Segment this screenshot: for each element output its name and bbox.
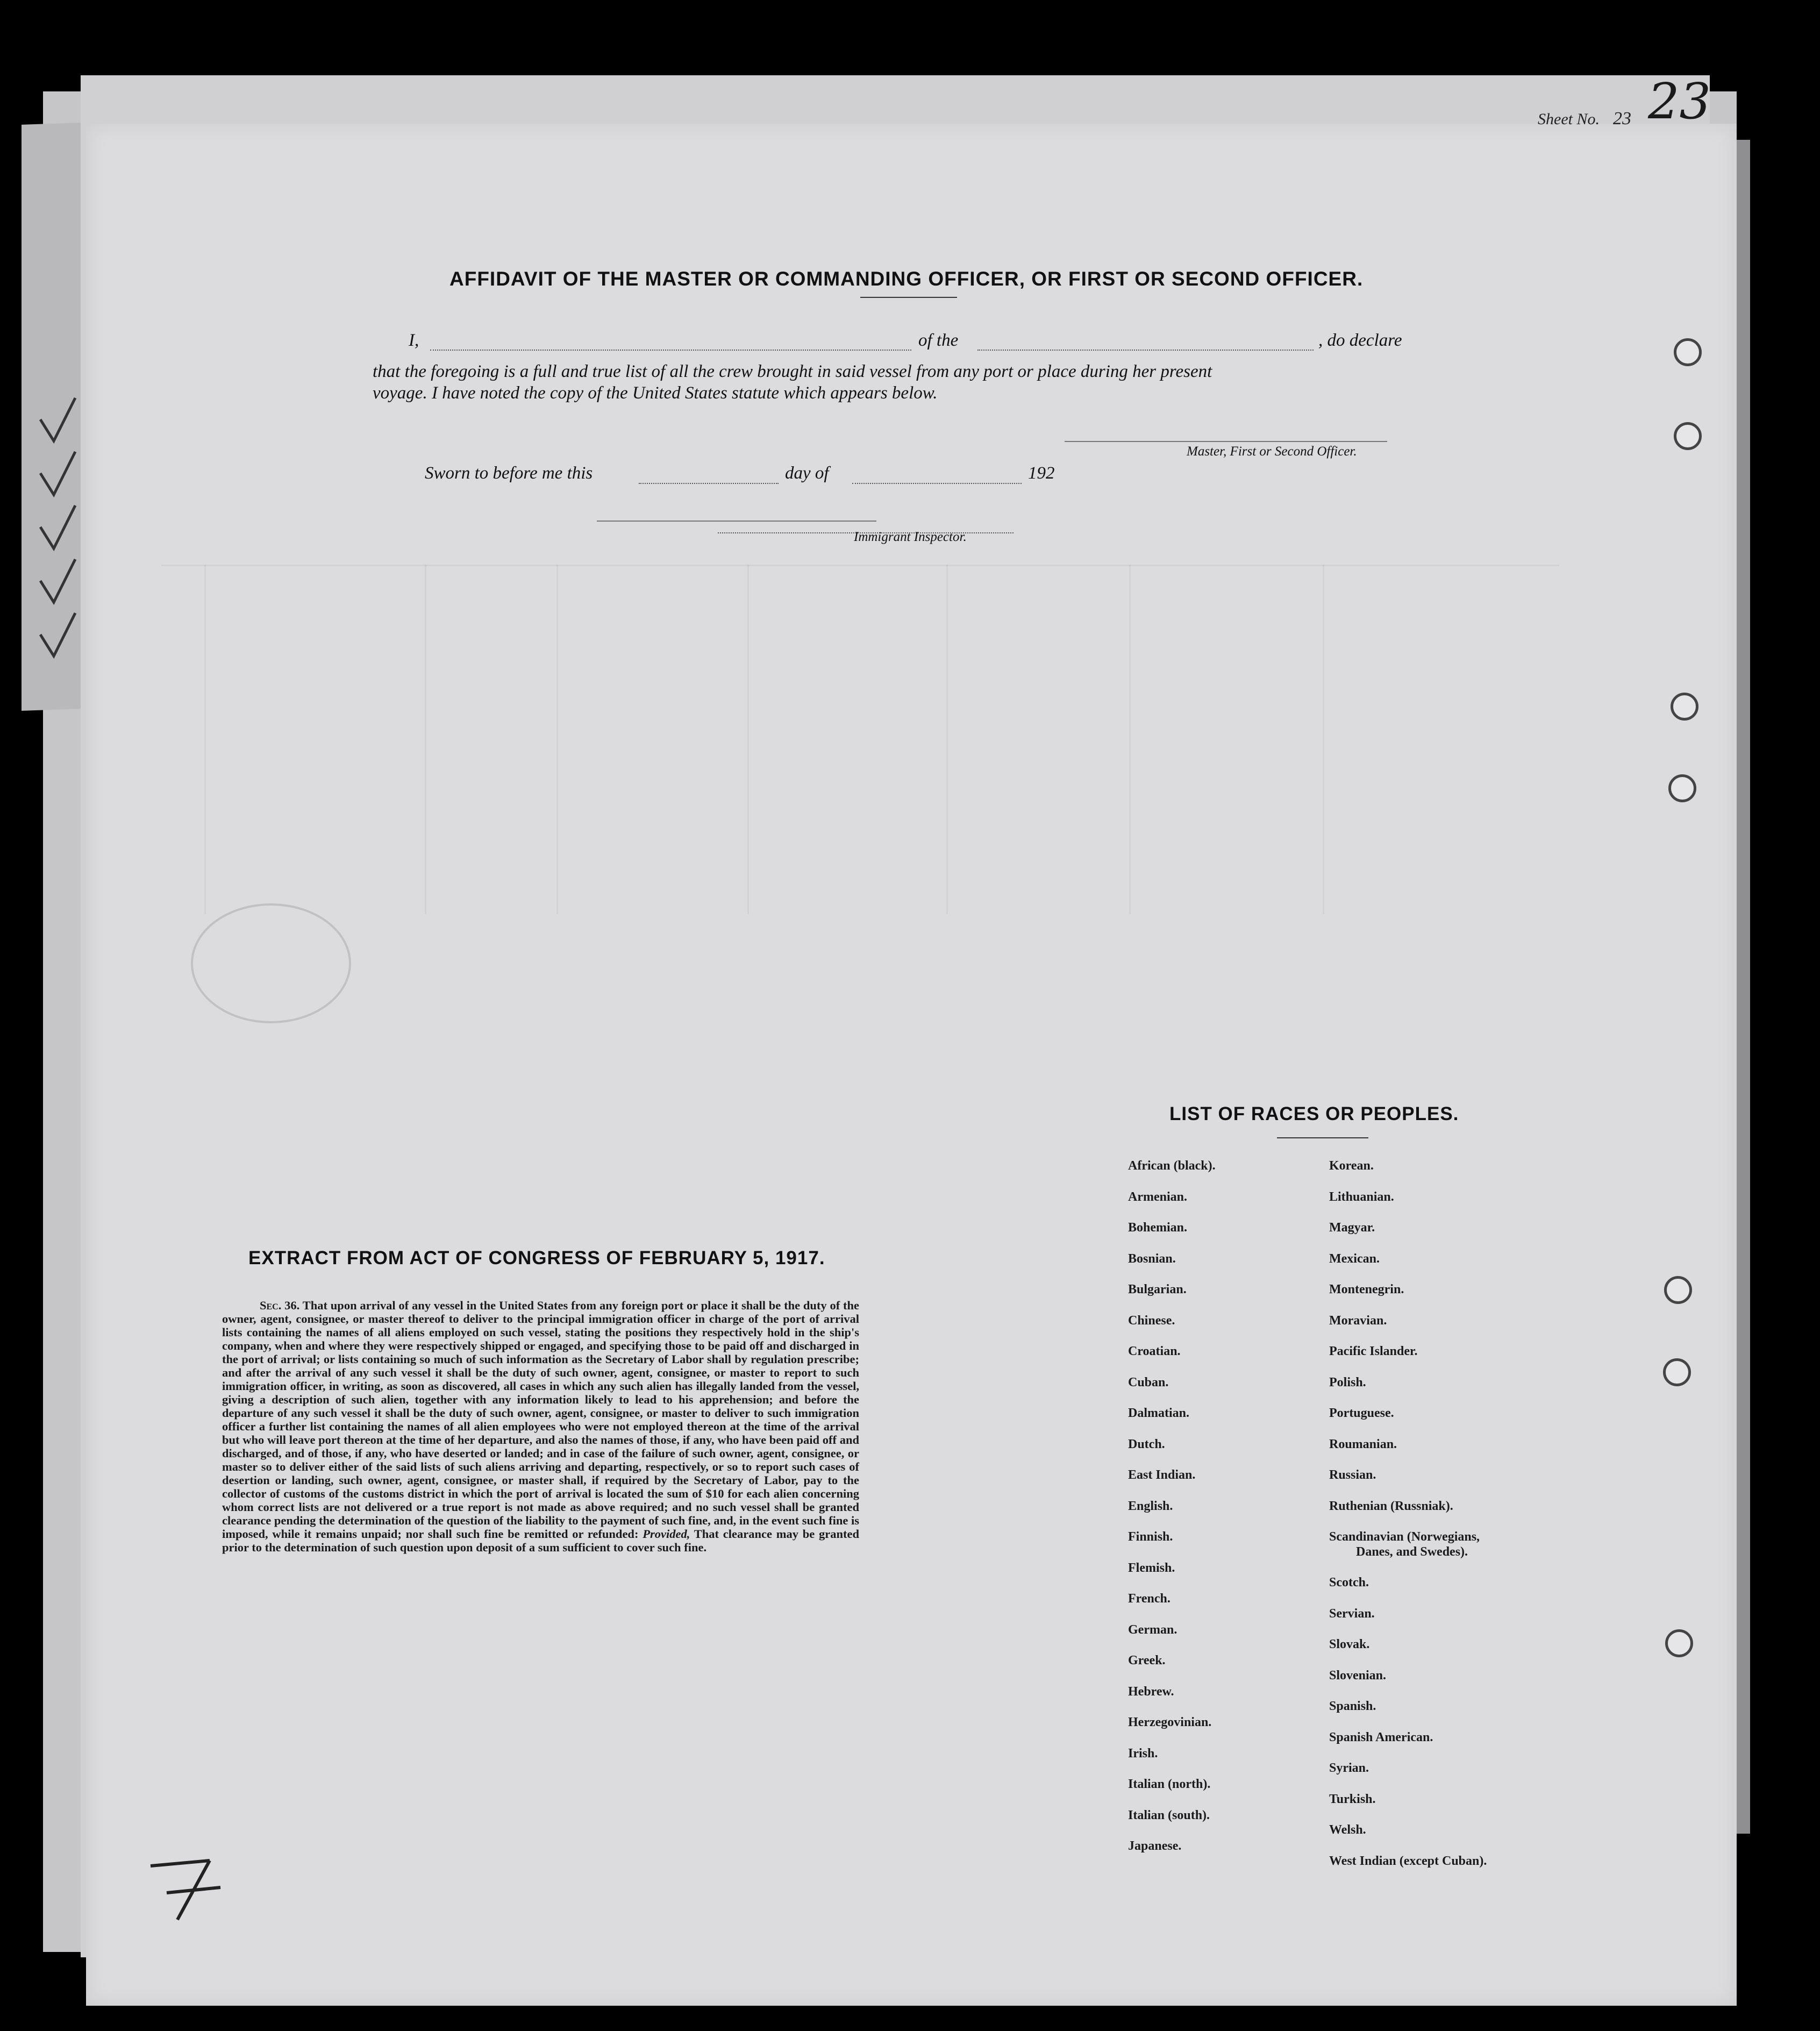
extract-text: That upon arrival of any vessel in the United States from any foreign port or place it shall be the duty of the owner, agent, consignee, or master thereof to deliver to the principal immigration officer in charge of the port of arrival lists containing the names of all aliens employed on such vessel, stating the positions they respectively hold in the ship's company, when and where they were respectively shipped or engaged, and specifying those to be paid off and discharged in the port of arrival; or lists containing so much of such information as the Secretary of Labor shall by regulation prescribe; and after the arrival of any such vessel it shall be the duty of such owner, agent, consignee, or master to report to such immigration officer, in writing, as soon as discovered, all cases in which any such alien has illegally landed from the vessel, giving a description of such alien, together with any information likely to lead to his apprehension; and before the departure of any such vessel it shall be the duty of such owner, agent, consignee, or master to deliver to such immigration officer a further list containing the names of all alien employees who were not employed thereon at the time of the arrival but who will leave port thereon at the time of her departure, and also the names of those, if any, who have been paid off and discharged, and of those, if any, who have deserted or landed; and in case of the failure of such owner, agent, consignee, or master so to deliver either of the said lists of such aliens arriving and departing, respectively, or so to report such cases of desertion or landing, such owner, agent, consignee, or master shall, if required by the Secretary of Labor, pay to the collector of customs of the customs district in which the port of arrival is located the sum of $10 for each alien concerning whom correct lists are not delivered or a true report is not made as above required; and no such vessel shall be granted clearance pending the determination of the question of the liability to the payment of such fine, and, in the event such fine is imposed, while it remains unpaid; nor shall such fine be remitted or refunded: [222, 1299, 859, 1541]
race-item: German. [1128, 1622, 1177, 1637]
name-blank[interactable] [430, 350, 911, 351]
sheet-number-handwritten: 23 [1648, 73, 1711, 130]
race-item: French. [1128, 1592, 1170, 1606]
race-item: Slovak. [1329, 1637, 1370, 1651]
race-item: Herzegovinian. [1128, 1715, 1212, 1729]
races-rule [1277, 1137, 1368, 1138]
ghost-rule [747, 565, 749, 914]
vessel-blank[interactable] [977, 350, 1314, 351]
inspector-signature-label: Immigrant Inspector. [854, 530, 967, 544]
ghost-rule [556, 565, 558, 914]
sworn-day-blank[interactable] [639, 483, 779, 484]
race-item: Italian (north). [1128, 1777, 1211, 1791]
race-item: Welsh. [1329, 1823, 1366, 1837]
race-item: African (black). [1128, 1159, 1216, 1173]
sworn-prefix: Sworn to before me this [425, 464, 593, 483]
margin-checkmarks [32, 376, 91, 699]
race-item: Danes, and Swedes). [1356, 1544, 1468, 1559]
race-item: Slovenian. [1329, 1668, 1387, 1683]
race-item: Italian (south). [1128, 1808, 1210, 1822]
binder-hole [1674, 338, 1702, 366]
sheet-edge [1737, 140, 1750, 1834]
race-item: Bosnian. [1128, 1251, 1176, 1266]
race-item: Bohemian. [1128, 1221, 1188, 1235]
handwritten-mark [134, 1850, 242, 1939]
race-item: Chinese. [1128, 1313, 1175, 1328]
race-item: Pacific Islander. [1329, 1344, 1418, 1358]
race-item: Korean. [1329, 1159, 1374, 1173]
ghost-rule [946, 565, 948, 914]
race-item: Ruthenian (Russniak). [1329, 1499, 1453, 1513]
race-item: Montenegrin. [1329, 1282, 1404, 1296]
sworn-month-blank[interactable] [852, 483, 1022, 484]
inspector-signature-line[interactable] [597, 521, 876, 522]
race-item: Scandinavian (Norwegians, [1329, 1530, 1480, 1544]
race-item: Armenian. [1128, 1189, 1187, 1204]
race-item: Cuban. [1128, 1375, 1169, 1389]
race-item: Servian. [1329, 1606, 1375, 1621]
race-item: Irish. [1128, 1746, 1158, 1761]
master-signature-line[interactable] [1065, 441, 1387, 442]
race-item: Japanese. [1128, 1839, 1182, 1853]
extract-provided: Provided, [643, 1527, 690, 1541]
race-item: Flemish. [1128, 1560, 1175, 1575]
ghost-rule [1129, 565, 1131, 914]
ghost-rule [204, 565, 206, 914]
race-item: Moravian. [1329, 1313, 1387, 1328]
sheet-number-label: Sheet No. [1538, 110, 1600, 128]
title-rule [860, 297, 957, 298]
race-item: English. [1128, 1499, 1173, 1513]
sheet-number-printed: 23 [1613, 109, 1631, 129]
binder-hole [1671, 693, 1698, 721]
affidavit-line3: voyage. I have noted the copy of the United States statute which appears below. [373, 383, 938, 403]
sworn-year: 192 [1028, 464, 1055, 483]
race-item: Dutch. [1128, 1437, 1165, 1451]
sworn-day-of: day of [785, 464, 829, 483]
race-item: Syrian. [1329, 1761, 1369, 1775]
binder-hole [1668, 774, 1696, 802]
ghost-rule [1323, 565, 1324, 914]
race-item: Polish. [1329, 1375, 1366, 1389]
race-item: East Indian. [1128, 1468, 1196, 1482]
stamp-mark [191, 903, 351, 1023]
race-item: Lithuanian. [1329, 1189, 1394, 1204]
race-item: Spanish American. [1329, 1730, 1433, 1744]
race-item: Portuguese. [1329, 1406, 1394, 1420]
race-item: Bulgarian. [1128, 1282, 1187, 1296]
manifest-sheet [86, 124, 1737, 2006]
binder-hole [1674, 422, 1702, 450]
extract-section: Sec. 36. [260, 1299, 300, 1312]
race-item: Scotch. [1329, 1576, 1369, 1590]
race-item: Spanish. [1329, 1699, 1376, 1713]
extract-body [222, 1299, 859, 1554]
ghost-rule [425, 565, 426, 914]
extract-title: EXTRACT FROM ACT OF CONGRESS OF FEBRUARY 5, 1917. [248, 1248, 825, 1269]
extract-tail: That clearance may be granted prior to the determination of such question upon deposit of a sum sufficient to cover such fine. [222, 1527, 860, 1554]
races-title: LIST OF RACES OR PEOPLES. [1169, 1103, 1459, 1124]
race-item: Mexican. [1329, 1251, 1380, 1266]
race-item: Finnish. [1128, 1530, 1173, 1544]
affidavit-i: I, [409, 331, 419, 350]
race-item: Hebrew. [1128, 1684, 1174, 1699]
affidavit-line2: that the foregoing is a full and true list of all the crew brought in said vessel from any port or place during her present [373, 362, 1212, 381]
affidavit-title: AFFIDAVIT OF THE MASTER OR COMMANDING OFFICER, OR FIRST OR SECOND OFFICER. [449, 268, 1364, 290]
master-signature-label: Master, First or Second Officer. [1187, 444, 1357, 459]
race-item: Croatian. [1128, 1344, 1181, 1358]
affidavit-declare: , do declare [1318, 331, 1402, 350]
ghost-rule [161, 565, 1559, 566]
race-item: Magyar. [1329, 1221, 1375, 1235]
race-item: Turkish. [1329, 1792, 1376, 1806]
race-item: Russian. [1329, 1468, 1376, 1482]
race-item: Greek. [1128, 1654, 1166, 1667]
binder-hole [1663, 1358, 1691, 1386]
binder-hole [1665, 1629, 1693, 1657]
race-item: Roumanian. [1329, 1437, 1397, 1451]
race-item: Dalmatian. [1128, 1406, 1189, 1420]
affidavit-of-the: of the [918, 331, 959, 350]
binder-hole [1664, 1276, 1692, 1304]
race-item: West Indian (except Cuban). [1329, 1854, 1487, 1868]
